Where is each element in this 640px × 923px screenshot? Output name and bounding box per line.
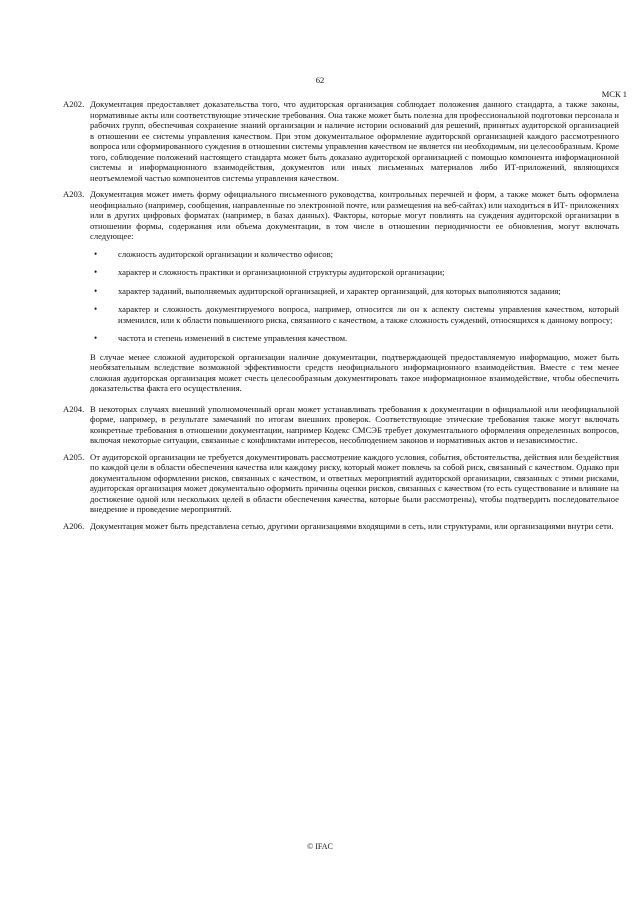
- list-item-text: характер и сложность документируемого вопроса, например, относится ли он к аспекту системы управления качеством, который изменился, или к области повышенного риска, связанного с качеством, а также сложность суждений, относящихся к данному вопросу;: [118, 304, 619, 325]
- bullet-icon: •: [94, 285, 98, 296]
- list-item: [90, 249, 619, 260]
- list-item-text: характер заданий, выполняемых аудиторской организацией, и характер организаций, для которых выполняются задания;: [118, 285, 561, 296]
- list-item: [90, 304, 619, 325]
- list-item-text: частота и степень изменений в системе управления качеством.: [118, 333, 348, 343]
- paragraph-number: A203.: [63, 189, 85, 199]
- paragraph-number: A204.: [63, 403, 85, 414]
- paragraph-a205: [63, 452, 619, 515]
- list-item: [90, 333, 619, 344]
- footer-copyright: © IFAC: [307, 842, 333, 851]
- list-item: [90, 286, 619, 297]
- paragraph-text: Документация может иметь форму официального письменного руководства, контрольных перечней и форм, а также может быть оформлена неофициально (например, сообщения, направленные по электронной почте, или размещения на веб-сайтах) или находиться в ИТ- приложениях или в других цифровых форматах (например, в базах данных). Факторы, которые могут повлиять на суждения аудиторской организации в отношении формы, содержания или объема документации, в том числе в отношении периодичности ее обновления, могут включать следующее:: [90, 189, 619, 241]
- paragraph-number: A205.: [63, 451, 85, 462]
- list-item-text: характер и сложность практики и организационной структуры аудиторской организации;: [118, 267, 445, 277]
- paragraph-text: Документация может быть представлена сетью, другими организациями входящими в сеть, или структурами, или организациями внутри сети.: [90, 520, 614, 531]
- document-code: МСК 1: [601, 89, 627, 99]
- paragraph-text: В некоторых случаях внешний уполномоченный орган может устанавливать требования к документации в официальной или неофициальной форме, например, в результате замечаний по итогам внешних проверок. Соответствующие этические требования также могут включать конкретные требования в отношении документации, например Кодекс СМСЭБ требует документального оформления определенных вопросов, включая некоторые ситуации, связанные с конфликтами интересов, несоблюдением законов и нормативных актов и независимостис.: [90, 403, 619, 445]
- paragraph-number: A206.: [63, 520, 85, 531]
- paragraph-a203: [63, 189, 619, 394]
- paragraph-a206: [63, 521, 619, 532]
- paragraph-text: От аудиторской организации не требуется документировать рассмотрение каждого условия, события, обстоятельства, действия или бездействия по каждой цели в области обеспечения качества или каждому риску, который может повлечь за собой риск, связанный с качеством. Однако при документальном оформлении рисков, связанных с качеством, и ответных мероприятий аудиторской организации, связанных с этими рисками, аудиторская организация может документально оформить причины оценки рисков, связанных с качеством (то есть существование и влияние на достижение одной или нескольких целей в области обеспечения качества, которые были рассмотрены), чтобы подтвердить последовательное внедрение и проведение мероприятий.: [90, 451, 619, 514]
- bullet-icon: •: [94, 267, 98, 277]
- bullet-list: [90, 249, 619, 344]
- bullet-icon: •: [94, 333, 98, 343]
- paragraph-number: A202.: [63, 99, 85, 109]
- list-item: [90, 267, 619, 278]
- bullet-icon: •: [94, 304, 98, 314]
- paragraph-a204: [63, 404, 619, 446]
- paragraph-body: [90, 189, 619, 394]
- document-body: [63, 99, 619, 537]
- paragraph-a202: [63, 99, 619, 183]
- paragraph-continuation: В случае менее сложной аудиторской организации наличие документации, подтверждающей предоставляемую информацию, может быть необязательным вследствие возможной эффективности средств неофициального информационного взаимодействия. Вместе с тем менее сложная аудиторская организация может счесть целесообразным документировать такое информационное взаимодействие, чтобы обеспечить доказательства факта его осуществления.: [90, 351, 619, 393]
- bullet-icon: •: [94, 248, 98, 259]
- page-number: 62: [315, 75, 325, 85]
- paragraph-text: Документация предоставляет доказательства того, что аудиторская организация соблюдает положения данного стандарта, а также законы, нормативные акты или соответствующие этические требования. Она также может быть полезна для профессиональной подготовки персонала и рабочих групп, обеспечивая сохранение знаний организации и наличие истории оснований для решений, принятых аудиторской организацией в отношении ее системы управления качеством. При этом документальное оформление аудиторской организацией каждого рассмотренного вопроса или сформированного суждения в отношении системы управления качеством не является ни необходимым, ни целесообразным. Кроме того, соблюдение положений настоящего стандарта может быть доказано аудиторской организацией с помощью компонента информационной системы и информационного взаимодействия, документов или иных письменных материалов либо ИТ-приложений, являющихся неотъемлемой частью компонентов системы управления качеством.: [90, 99, 619, 183]
- list-item-text: сложность аудиторской организации и количество офисов;: [118, 248, 334, 259]
